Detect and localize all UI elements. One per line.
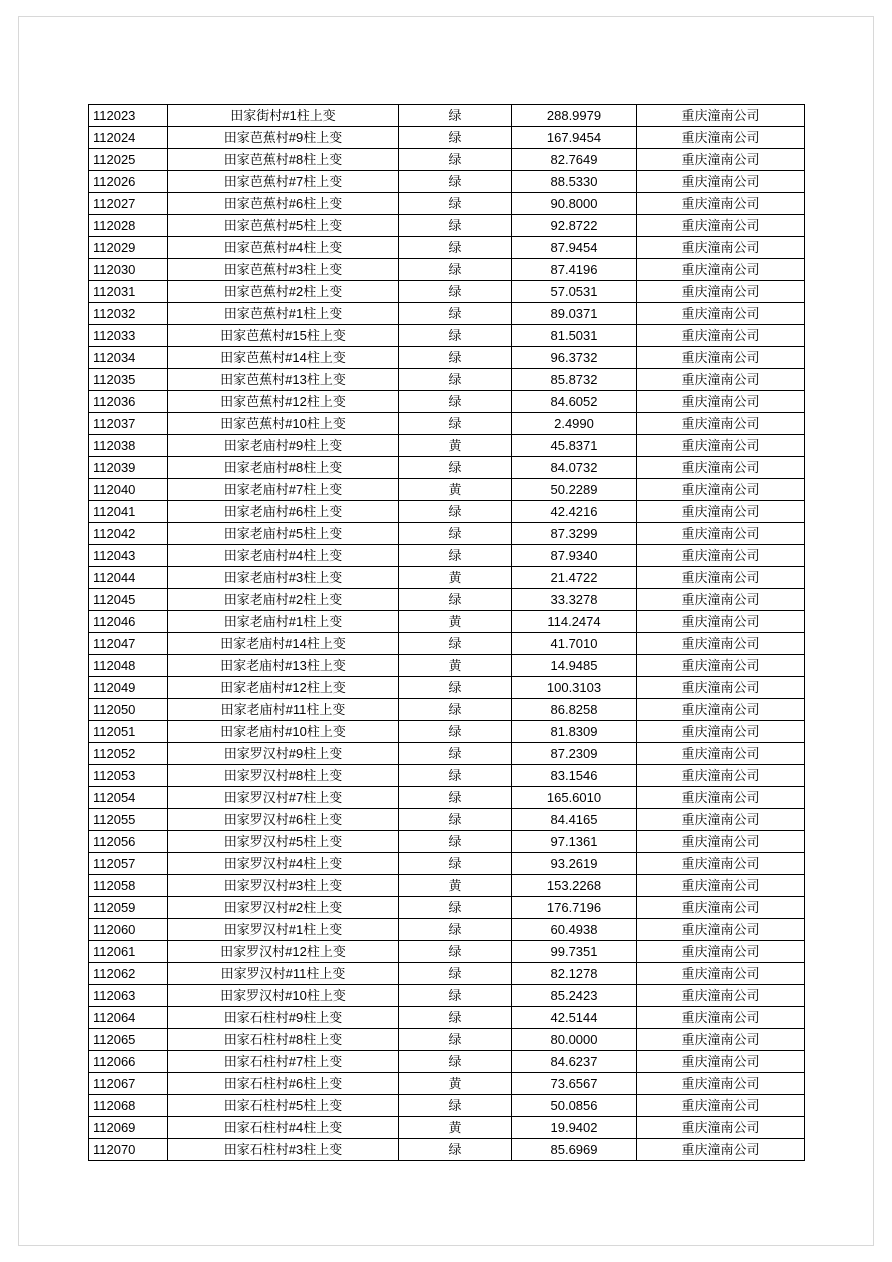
cell-company: 重庆潼南公司 xyxy=(637,699,805,721)
cell-company: 重庆潼南公司 xyxy=(637,721,805,743)
cell-id: 112031 xyxy=(89,281,168,303)
data-table-container xyxy=(88,104,804,1161)
cell-company: 重庆潼南公司 xyxy=(637,303,805,325)
cell-company: 重庆潼南公司 xyxy=(637,897,805,919)
cell-company: 重庆潼南公司 xyxy=(637,171,805,193)
cell-company: 重庆潼南公司 xyxy=(637,347,805,369)
cell-name: 田家老庙村#14柱上变 xyxy=(168,633,399,655)
cell-value: 84.6052 xyxy=(512,391,637,413)
cell-id: 112035 xyxy=(89,369,168,391)
table-row xyxy=(89,1117,805,1139)
table-row xyxy=(89,743,805,765)
cell-color: 绿 xyxy=(399,457,512,479)
table-row xyxy=(89,787,805,809)
cell-company: 重庆潼南公司 xyxy=(637,369,805,391)
cell-company: 重庆潼南公司 xyxy=(637,677,805,699)
cell-id: 112033 xyxy=(89,325,168,347)
cell-id: 112029 xyxy=(89,237,168,259)
table-row xyxy=(89,699,805,721)
cell-value: 288.9979 xyxy=(512,105,637,127)
cell-company: 重庆潼南公司 xyxy=(637,589,805,611)
cell-company: 重庆潼南公司 xyxy=(637,149,805,171)
cell-color: 绿 xyxy=(399,237,512,259)
cell-company: 重庆潼南公司 xyxy=(637,1139,805,1161)
cell-value: 88.5330 xyxy=(512,171,637,193)
table-row xyxy=(89,105,805,127)
cell-color: 绿 xyxy=(399,193,512,215)
cell-company: 重庆潼南公司 xyxy=(637,545,805,567)
cell-color: 绿 xyxy=(399,919,512,941)
cell-company: 重庆潼南公司 xyxy=(637,919,805,941)
cell-value: 86.8258 xyxy=(512,699,637,721)
cell-color: 绿 xyxy=(399,765,512,787)
cell-name: 田家罗汉村#3柱上变 xyxy=(168,875,399,897)
table-row xyxy=(89,435,805,457)
table-row xyxy=(89,677,805,699)
table-row xyxy=(89,545,805,567)
table-row xyxy=(89,985,805,1007)
cell-company: 重庆潼南公司 xyxy=(637,413,805,435)
cell-company: 重庆潼南公司 xyxy=(637,853,805,875)
cell-color: 绿 xyxy=(399,831,512,853)
cell-value: 87.2309 xyxy=(512,743,637,765)
cell-name: 田家石柱村#8柱上变 xyxy=(168,1029,399,1051)
table-row xyxy=(89,237,805,259)
table-row xyxy=(89,325,805,347)
cell-color: 绿 xyxy=(399,391,512,413)
cell-color: 绿 xyxy=(399,149,512,171)
table-row xyxy=(89,1139,805,1161)
cell-name: 田家老庙村#12柱上变 xyxy=(168,677,399,699)
cell-name: 田家老庙村#2柱上变 xyxy=(168,589,399,611)
cell-id: 112042 xyxy=(89,523,168,545)
cell-value: 50.2289 xyxy=(512,479,637,501)
cell-name: 田家芭蕉村#8柱上变 xyxy=(168,149,399,171)
table-row xyxy=(89,1029,805,1051)
cell-name: 田家罗汉村#12柱上变 xyxy=(168,941,399,963)
table-row xyxy=(89,391,805,413)
table-row xyxy=(89,369,805,391)
cell-color: 绿 xyxy=(399,809,512,831)
cell-value: 82.1278 xyxy=(512,963,637,985)
cell-name: 田家石柱村#9柱上变 xyxy=(168,1007,399,1029)
cell-name: 田家罗汉村#4柱上变 xyxy=(168,853,399,875)
cell-id: 112065 xyxy=(89,1029,168,1051)
cell-id: 112027 xyxy=(89,193,168,215)
cell-id: 112051 xyxy=(89,721,168,743)
table-row xyxy=(89,941,805,963)
cell-company: 重庆潼南公司 xyxy=(637,633,805,655)
cell-company: 重庆潼南公司 xyxy=(637,281,805,303)
cell-value: 14.9485 xyxy=(512,655,637,677)
cell-value: 42.4216 xyxy=(512,501,637,523)
cell-value: 165.6010 xyxy=(512,787,637,809)
cell-color: 绿 xyxy=(399,281,512,303)
cell-color: 黄 xyxy=(399,1073,512,1095)
table-row xyxy=(89,831,805,853)
cell-company: 重庆潼南公司 xyxy=(637,787,805,809)
cell-name: 田家罗汉村#1柱上变 xyxy=(168,919,399,941)
cell-color: 黄 xyxy=(399,435,512,457)
cell-company: 重庆潼南公司 xyxy=(637,963,805,985)
cell-company: 重庆潼南公司 xyxy=(637,941,805,963)
cell-name: 田家老庙村#13柱上变 xyxy=(168,655,399,677)
table-body xyxy=(89,105,805,1161)
cell-company: 重庆潼南公司 xyxy=(637,611,805,633)
cell-company: 重庆潼南公司 xyxy=(637,391,805,413)
cell-company: 重庆潼南公司 xyxy=(637,1073,805,1095)
cell-name: 田家老庙村#8柱上变 xyxy=(168,457,399,479)
cell-id: 112066 xyxy=(89,1051,168,1073)
table-row xyxy=(89,567,805,589)
cell-id: 112052 xyxy=(89,743,168,765)
cell-id: 112032 xyxy=(89,303,168,325)
cell-color: 绿 xyxy=(399,853,512,875)
cell-color: 绿 xyxy=(399,501,512,523)
cell-value: 84.0732 xyxy=(512,457,637,479)
cell-name: 田家罗汉村#6柱上变 xyxy=(168,809,399,831)
cell-name: 田家芭蕉村#13柱上变 xyxy=(168,369,399,391)
cell-company: 重庆潼南公司 xyxy=(637,193,805,215)
cell-company: 重庆潼南公司 xyxy=(637,215,805,237)
cell-color: 绿 xyxy=(399,303,512,325)
table-row xyxy=(89,171,805,193)
cell-name: 田家罗汉村#7柱上变 xyxy=(168,787,399,809)
cell-name: 田家石柱村#3柱上变 xyxy=(168,1139,399,1161)
table-row xyxy=(89,149,805,171)
cell-company: 重庆潼南公司 xyxy=(637,655,805,677)
cell-company: 重庆潼南公司 xyxy=(637,325,805,347)
cell-id: 112056 xyxy=(89,831,168,853)
cell-value: 85.2423 xyxy=(512,985,637,1007)
cell-color: 黄 xyxy=(399,1117,512,1139)
cell-color: 绿 xyxy=(399,105,512,127)
cell-color: 绿 xyxy=(399,1007,512,1029)
cell-company: 重庆潼南公司 xyxy=(637,1029,805,1051)
cell-id: 112053 xyxy=(89,765,168,787)
cell-company: 重庆潼南公司 xyxy=(637,831,805,853)
cell-id: 112048 xyxy=(89,655,168,677)
cell-color: 绿 xyxy=(399,985,512,1007)
cell-color: 绿 xyxy=(399,589,512,611)
table-row xyxy=(89,1095,805,1117)
cell-name: 田家芭蕉村#14柱上变 xyxy=(168,347,399,369)
cell-id: 112061 xyxy=(89,941,168,963)
table-row xyxy=(89,523,805,545)
cell-id: 112062 xyxy=(89,963,168,985)
cell-company: 重庆潼南公司 xyxy=(637,875,805,897)
cell-name: 田家罗汉村#11柱上变 xyxy=(168,963,399,985)
cell-value: 90.8000 xyxy=(512,193,637,215)
cell-color: 绿 xyxy=(399,1029,512,1051)
cell-id: 112057 xyxy=(89,853,168,875)
table-row xyxy=(89,457,805,479)
cell-color: 绿 xyxy=(399,413,512,435)
cell-value: 99.7351 xyxy=(512,941,637,963)
cell-name: 田家芭蕉村#1柱上变 xyxy=(168,303,399,325)
transformer-data-table xyxy=(88,104,805,1161)
cell-value: 85.8732 xyxy=(512,369,637,391)
cell-id: 112059 xyxy=(89,897,168,919)
cell-value: 153.2268 xyxy=(512,875,637,897)
cell-value: 21.4722 xyxy=(512,567,637,589)
cell-id: 112038 xyxy=(89,435,168,457)
cell-value: 41.7010 xyxy=(512,633,637,655)
cell-id: 112025 xyxy=(89,149,168,171)
cell-id: 112024 xyxy=(89,127,168,149)
cell-id: 112058 xyxy=(89,875,168,897)
cell-id: 112034 xyxy=(89,347,168,369)
cell-id: 112040 xyxy=(89,479,168,501)
cell-color: 黄 xyxy=(399,479,512,501)
table-row xyxy=(89,809,805,831)
cell-color: 绿 xyxy=(399,171,512,193)
cell-id: 112043 xyxy=(89,545,168,567)
table-row xyxy=(89,1007,805,1029)
cell-value: 176.7196 xyxy=(512,897,637,919)
table-row xyxy=(89,479,805,501)
cell-color: 绿 xyxy=(399,369,512,391)
table-row xyxy=(89,721,805,743)
table-row xyxy=(89,853,805,875)
cell-value: 84.4165 xyxy=(512,809,637,831)
cell-company: 重庆潼南公司 xyxy=(637,1095,805,1117)
table-row xyxy=(89,765,805,787)
cell-company: 重庆潼南公司 xyxy=(637,1117,805,1139)
cell-color: 绿 xyxy=(399,941,512,963)
cell-id: 112069 xyxy=(89,1117,168,1139)
cell-value: 97.1361 xyxy=(512,831,637,853)
cell-color: 绿 xyxy=(399,743,512,765)
cell-color: 黄 xyxy=(399,567,512,589)
cell-id: 112068 xyxy=(89,1095,168,1117)
table-row xyxy=(89,963,805,985)
cell-name: 田家芭蕉村#12柱上变 xyxy=(168,391,399,413)
cell-id: 112037 xyxy=(89,413,168,435)
cell-id: 112046 xyxy=(89,611,168,633)
cell-id: 112063 xyxy=(89,985,168,1007)
cell-value: 100.3103 xyxy=(512,677,637,699)
cell-color: 绿 xyxy=(399,347,512,369)
cell-color: 绿 xyxy=(399,963,512,985)
table-row xyxy=(89,589,805,611)
cell-value: 33.3278 xyxy=(512,589,637,611)
cell-name: 田家老庙村#10柱上变 xyxy=(168,721,399,743)
cell-value: 87.3299 xyxy=(512,523,637,545)
cell-company: 重庆潼南公司 xyxy=(637,435,805,457)
cell-company: 重庆潼南公司 xyxy=(637,479,805,501)
cell-company: 重庆潼南公司 xyxy=(637,259,805,281)
cell-id: 112067 xyxy=(89,1073,168,1095)
cell-value: 81.8309 xyxy=(512,721,637,743)
cell-value: 45.8371 xyxy=(512,435,637,457)
cell-color: 绿 xyxy=(399,325,512,347)
cell-color: 绿 xyxy=(399,215,512,237)
cell-color: 绿 xyxy=(399,699,512,721)
cell-name: 田家老庙村#9柱上变 xyxy=(168,435,399,457)
cell-name: 田家罗汉村#5柱上变 xyxy=(168,831,399,853)
cell-color: 黄 xyxy=(399,655,512,677)
cell-value: 92.8722 xyxy=(512,215,637,237)
cell-company: 重庆潼南公司 xyxy=(637,105,805,127)
cell-id: 112030 xyxy=(89,259,168,281)
cell-company: 重庆潼南公司 xyxy=(637,809,805,831)
cell-name: 田家罗汉村#8柱上变 xyxy=(168,765,399,787)
cell-company: 重庆潼南公司 xyxy=(637,237,805,259)
cell-id: 112047 xyxy=(89,633,168,655)
cell-value: 167.9454 xyxy=(512,127,637,149)
cell-name: 田家芭蕉村#2柱上变 xyxy=(168,281,399,303)
cell-id: 112044 xyxy=(89,567,168,589)
table-row xyxy=(89,259,805,281)
cell-name: 田家芭蕉村#10柱上变 xyxy=(168,413,399,435)
cell-id: 112045 xyxy=(89,589,168,611)
cell-company: 重庆潼南公司 xyxy=(637,743,805,765)
table-row xyxy=(89,919,805,941)
cell-color: 绿 xyxy=(399,1051,512,1073)
cell-value: 81.5031 xyxy=(512,325,637,347)
cell-id: 112039 xyxy=(89,457,168,479)
cell-id: 112023 xyxy=(89,105,168,127)
cell-value: 87.9454 xyxy=(512,237,637,259)
cell-color: 绿 xyxy=(399,1139,512,1161)
table-row xyxy=(89,127,805,149)
cell-color: 绿 xyxy=(399,523,512,545)
cell-value: 82.7649 xyxy=(512,149,637,171)
cell-id: 112050 xyxy=(89,699,168,721)
cell-id: 112026 xyxy=(89,171,168,193)
cell-color: 绿 xyxy=(399,127,512,149)
cell-company: 重庆潼南公司 xyxy=(637,765,805,787)
cell-value: 87.4196 xyxy=(512,259,637,281)
cell-value: 50.0856 xyxy=(512,1095,637,1117)
cell-value: 19.9402 xyxy=(512,1117,637,1139)
cell-name: 田家街村#1柱上变 xyxy=(168,105,399,127)
cell-value: 85.6969 xyxy=(512,1139,637,1161)
cell-value: 89.0371 xyxy=(512,303,637,325)
cell-color: 绿 xyxy=(399,897,512,919)
table-row xyxy=(89,875,805,897)
table-row xyxy=(89,1051,805,1073)
table-row xyxy=(89,193,805,215)
table-row xyxy=(89,897,805,919)
cell-color: 绿 xyxy=(399,545,512,567)
cell-value: 2.4990 xyxy=(512,413,637,435)
cell-company: 重庆潼南公司 xyxy=(637,1051,805,1073)
cell-value: 60.4938 xyxy=(512,919,637,941)
table-row xyxy=(89,1073,805,1095)
cell-company: 重庆潼南公司 xyxy=(637,1007,805,1029)
cell-id: 112054 xyxy=(89,787,168,809)
cell-name: 田家罗汉村#2柱上变 xyxy=(168,897,399,919)
cell-color: 绿 xyxy=(399,1095,512,1117)
cell-name: 田家老庙村#3柱上变 xyxy=(168,567,399,589)
cell-value: 80.0000 xyxy=(512,1029,637,1051)
cell-value: 73.6567 xyxy=(512,1073,637,1095)
cell-name: 田家芭蕉村#7柱上变 xyxy=(168,171,399,193)
cell-value: 83.1546 xyxy=(512,765,637,787)
cell-id: 112036 xyxy=(89,391,168,413)
cell-id: 112064 xyxy=(89,1007,168,1029)
cell-company: 重庆潼南公司 xyxy=(637,985,805,1007)
table-row xyxy=(89,215,805,237)
cell-name: 田家芭蕉村#9柱上变 xyxy=(168,127,399,149)
cell-name: 田家罗汉村#10柱上变 xyxy=(168,985,399,1007)
cell-name: 田家石柱村#5柱上变 xyxy=(168,1095,399,1117)
table-row xyxy=(89,303,805,325)
cell-color: 绿 xyxy=(399,259,512,281)
cell-name: 田家芭蕉村#4柱上变 xyxy=(168,237,399,259)
cell-name: 田家芭蕉村#15柱上变 xyxy=(168,325,399,347)
table-row xyxy=(89,501,805,523)
table-row xyxy=(89,655,805,677)
cell-id: 112041 xyxy=(89,501,168,523)
table-row xyxy=(89,633,805,655)
cell-color: 绿 xyxy=(399,677,512,699)
cell-color: 绿 xyxy=(399,721,512,743)
cell-color: 黄 xyxy=(399,611,512,633)
cell-company: 重庆潼南公司 xyxy=(637,567,805,589)
cell-color: 绿 xyxy=(399,787,512,809)
cell-company: 重庆潼南公司 xyxy=(637,523,805,545)
table-row xyxy=(89,347,805,369)
cell-name: 田家芭蕉村#6柱上变 xyxy=(168,193,399,215)
cell-id: 112055 xyxy=(89,809,168,831)
cell-color: 绿 xyxy=(399,633,512,655)
cell-name: 田家罗汉村#9柱上变 xyxy=(168,743,399,765)
cell-value: 87.9340 xyxy=(512,545,637,567)
cell-name: 田家老庙村#4柱上变 xyxy=(168,545,399,567)
cell-name: 田家老庙村#7柱上变 xyxy=(168,479,399,501)
cell-value: 96.3732 xyxy=(512,347,637,369)
cell-value: 57.0531 xyxy=(512,281,637,303)
cell-value: 42.5144 xyxy=(512,1007,637,1029)
cell-value: 114.2474 xyxy=(512,611,637,633)
cell-name: 田家芭蕉村#5柱上变 xyxy=(168,215,399,237)
cell-name: 田家芭蕉村#3柱上变 xyxy=(168,259,399,281)
cell-id: 112028 xyxy=(89,215,168,237)
cell-name: 田家石柱村#7柱上变 xyxy=(168,1051,399,1073)
cell-id: 112060 xyxy=(89,919,168,941)
cell-name: 田家老庙村#5柱上变 xyxy=(168,523,399,545)
cell-id: 112070 xyxy=(89,1139,168,1161)
cell-name: 田家石柱村#4柱上变 xyxy=(168,1117,399,1139)
cell-name: 田家老庙村#1柱上变 xyxy=(168,611,399,633)
table-row xyxy=(89,611,805,633)
cell-id: 112049 xyxy=(89,677,168,699)
cell-name: 田家石柱村#6柱上变 xyxy=(168,1073,399,1095)
cell-value: 84.6237 xyxy=(512,1051,637,1073)
cell-company: 重庆潼南公司 xyxy=(637,501,805,523)
table-row xyxy=(89,281,805,303)
cell-name: 田家老庙村#11柱上变 xyxy=(168,699,399,721)
table-row xyxy=(89,413,805,435)
cell-color: 黄 xyxy=(399,875,512,897)
cell-company: 重庆潼南公司 xyxy=(637,457,805,479)
cell-value: 93.2619 xyxy=(512,853,637,875)
cell-company: 重庆潼南公司 xyxy=(637,127,805,149)
cell-name: 田家老庙村#6柱上变 xyxy=(168,501,399,523)
